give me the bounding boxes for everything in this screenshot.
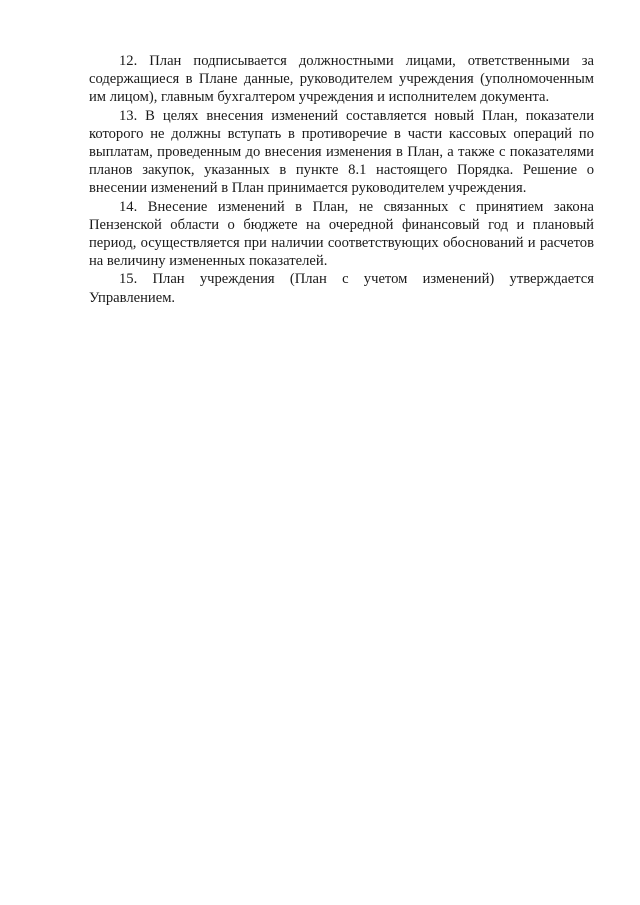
paragraph-13: 13. В целях внесения изменений составляется новый План, показатели которого не должны вступать в противоречие в части кассовых операций по выплатам, проведенным до внесения изменения в План, а также с показателями планов закупок, указанных в пункте 8.1 настоящего Порядка. Решение о внесении изменений в План принимается руководителем учреждения.: [89, 107, 594, 197]
document-body: [89, 52, 594, 307]
paragraph-12: 12. План подписывается должностными лицами, ответственными за содержащиеся в Плане данные, руководителем учреждения (уполномоченным им лицом), главным бухгалтером учреждения и исполнителем документа.: [89, 53, 594, 106]
paragraph-14: 14. Внесение изменений в План, не связанных с принятием закона Пензенской области о бюджете на очередной финансовый год и плановый период, осуществляется при наличии соответствующих обоснований и расчетов на величину измененных показателей.: [89, 198, 594, 270]
paragraph-15: 15. План учреждения (План с учетом изменений) утверждается Управлением.: [89, 271, 594, 306]
